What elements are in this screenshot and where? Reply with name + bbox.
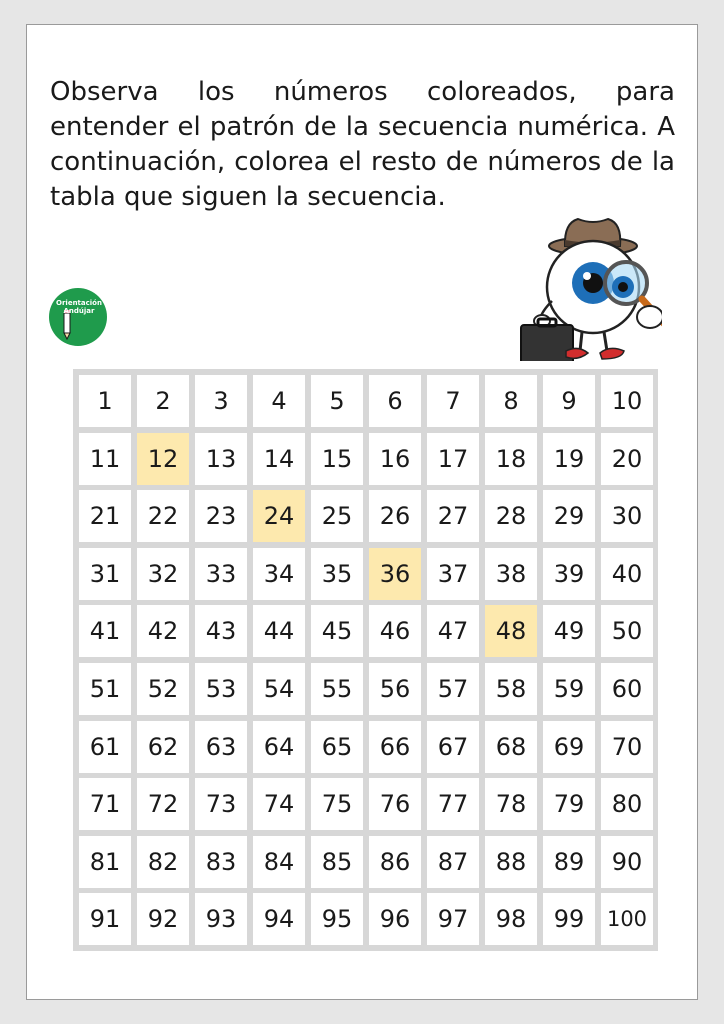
number-cell[interactable]: 96 <box>369 893 421 945</box>
number-cell[interactable]: 62 <box>137 721 189 773</box>
number-cell[interactable]: 61 <box>79 721 131 773</box>
logo-text: Orientación Andújar <box>56 299 102 315</box>
number-cell[interactable]: 34 <box>253 548 305 600</box>
number-cell[interactable]: 18 <box>485 433 537 485</box>
worksheet-page <box>26 24 698 1000</box>
number-cell[interactable]: 91 <box>79 893 131 945</box>
number-cell[interactable]: 2 <box>137 375 189 427</box>
number-cell[interactable]: 99 <box>543 893 595 945</box>
number-cell[interactable]: 21 <box>79 490 131 542</box>
number-cell[interactable]: 6 <box>369 375 421 427</box>
number-cell[interactable]: 29 <box>543 490 595 542</box>
number-cell[interactable]: 11 <box>79 433 131 485</box>
number-cell[interactable]: 58 <box>485 663 537 715</box>
number-cell[interactable]: 22 <box>137 490 189 542</box>
number-cell[interactable]: 53 <box>195 663 247 715</box>
number-cell[interactable]: 70 <box>601 721 653 773</box>
number-cell[interactable]: 72 <box>137 778 189 830</box>
number-cell[interactable]: 68 <box>485 721 537 773</box>
number-cell[interactable]: 90 <box>601 836 653 888</box>
number-cell[interactable]: 98 <box>485 893 537 945</box>
number-cell[interactable]: 85 <box>311 836 363 888</box>
number-cell[interactable]: 5 <box>311 375 363 427</box>
number-cell[interactable]: 66 <box>369 721 421 773</box>
highlighted-number-cell[interactable]: 36 <box>369 548 421 600</box>
number-cell[interactable]: 63 <box>195 721 247 773</box>
detective-eye-icon <box>492 201 662 361</box>
number-cell[interactable]: 67 <box>427 721 479 773</box>
number-cell[interactable]: 40 <box>601 548 653 600</box>
number-cell[interactable]: 93 <box>195 893 247 945</box>
number-cell[interactable]: 55 <box>311 663 363 715</box>
number-cell[interactable]: 79 <box>543 778 595 830</box>
number-cell[interactable]: 35 <box>311 548 363 600</box>
number-cell[interactable]: 51 <box>79 663 131 715</box>
pencil-icon <box>49 288 107 346</box>
number-cell[interactable]: 57 <box>427 663 479 715</box>
number-cell[interactable]: 33 <box>195 548 247 600</box>
hundred-chart <box>73 369 658 951</box>
number-cell[interactable]: 82 <box>137 836 189 888</box>
highlighted-number-cell[interactable]: 24 <box>253 490 305 542</box>
number-cell[interactable]: 42 <box>137 605 189 657</box>
number-cell[interactable]: 9 <box>543 375 595 427</box>
number-cell[interactable]: 20 <box>601 433 653 485</box>
number-cell[interactable]: 17 <box>427 433 479 485</box>
number-cell[interactable]: 73 <box>195 778 247 830</box>
number-cell[interactable]: 80 <box>601 778 653 830</box>
number-cell[interactable]: 26 <box>369 490 421 542</box>
number-cell[interactable]: 83 <box>195 836 247 888</box>
number-cell[interactable]: 52 <box>137 663 189 715</box>
number-cell[interactable]: 46 <box>369 605 421 657</box>
number-cell[interactable]: 78 <box>485 778 537 830</box>
number-cell[interactable]: 87 <box>427 836 479 888</box>
instructions-text: Observa los números coloreados, para entender el patrón de la secuencia numérica. A continuación, colorea el resto de números de la tabla que siguen la secuencia. <box>50 77 675 212</box>
number-cell[interactable]: 4 <box>253 375 305 427</box>
number-cell[interactable]: 30 <box>601 490 653 542</box>
number-cell[interactable]: 88 <box>485 836 537 888</box>
number-cell[interactable]: 27 <box>427 490 479 542</box>
number-cell[interactable]: 84 <box>253 836 305 888</box>
number-cell[interactable]: 65 <box>311 721 363 773</box>
number-cell[interactable]: 50 <box>601 605 653 657</box>
number-cell[interactable]: 94 <box>253 893 305 945</box>
number-cell[interactable]: 16 <box>369 433 421 485</box>
number-cell[interactable]: 56 <box>369 663 421 715</box>
number-cell[interactable]: 15 <box>311 433 363 485</box>
number-cell[interactable]: 71 <box>79 778 131 830</box>
number-cell[interactable]: 89 <box>543 836 595 888</box>
number-cell[interactable]: 64 <box>253 721 305 773</box>
number-cell[interactable]: 8 <box>485 375 537 427</box>
number-cell[interactable]: 1 <box>79 375 131 427</box>
number-cell[interactable]: 47 <box>427 605 479 657</box>
number-cell[interactable]: 37 <box>427 548 479 600</box>
number-cell[interactable]: 81 <box>79 836 131 888</box>
orientacion-andujar-logo <box>49 288 107 346</box>
number-cell[interactable]: 25 <box>311 490 363 542</box>
number-cell[interactable]: 76 <box>369 778 421 830</box>
number-cell[interactable]: 7 <box>427 375 479 427</box>
number-cell[interactable]: 95 <box>311 893 363 945</box>
number-cell[interactable]: 92 <box>137 893 189 945</box>
number-cell[interactable]: 100 <box>601 893 653 945</box>
number-cell[interactable]: 3 <box>195 375 247 427</box>
number-cell[interactable]: 59 <box>543 663 595 715</box>
number-cell[interactable]: 69 <box>543 721 595 773</box>
highlighted-number-cell[interactable]: 48 <box>485 605 537 657</box>
number-cell[interactable]: 75 <box>311 778 363 830</box>
number-cell[interactable]: 60 <box>601 663 653 715</box>
number-cell[interactable]: 38 <box>485 548 537 600</box>
number-cell[interactable]: 31 <box>79 548 131 600</box>
number-cell[interactable]: 45 <box>311 605 363 657</box>
number-cell[interactable]: 43 <box>195 605 247 657</box>
number-cell[interactable]: 19 <box>543 433 595 485</box>
number-cell[interactable]: 54 <box>253 663 305 715</box>
number-cell[interactable]: 41 <box>79 605 131 657</box>
number-cell[interactable]: 97 <box>427 893 479 945</box>
number-cell[interactable]: 39 <box>543 548 595 600</box>
number-cell[interactable]: 44 <box>253 605 305 657</box>
number-cell[interactable]: 49 <box>543 605 595 657</box>
number-cell[interactable]: 14 <box>253 433 305 485</box>
number-cell[interactable]: 23 <box>195 490 247 542</box>
number-cell[interactable]: 86 <box>369 836 421 888</box>
number-cell[interactable]: 32 <box>137 548 189 600</box>
number-cell[interactable]: 10 <box>601 375 653 427</box>
number-cell[interactable]: 28 <box>485 490 537 542</box>
number-cell[interactable]: 74 <box>253 778 305 830</box>
number-cell[interactable]: 77 <box>427 778 479 830</box>
highlighted-number-cell[interactable]: 12 <box>137 433 189 485</box>
number-cell[interactable]: 13 <box>195 433 247 485</box>
